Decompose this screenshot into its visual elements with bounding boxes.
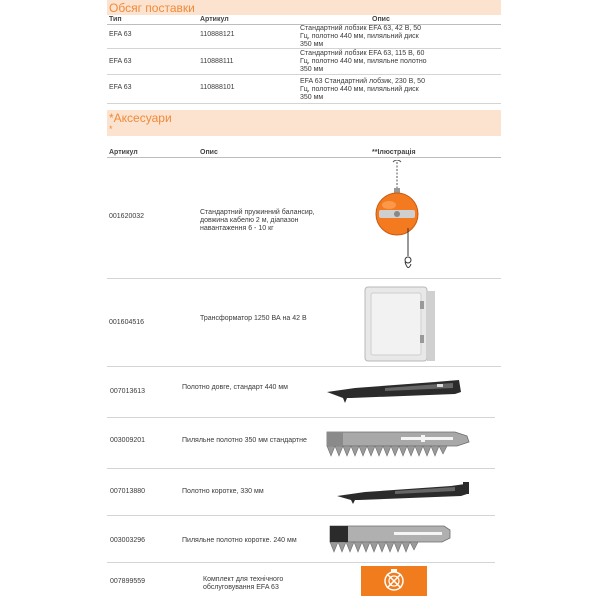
- accessory-description: Комплект для технічного обслуговування EFA 63: [203, 576, 284, 591]
- accessory-row-divider: [107, 562, 495, 563]
- accessory-row-divider: [107, 366, 501, 367]
- accessory-description: Пиляльне полотно 350 мм стандартне: [182, 437, 307, 444]
- delivery-type: EFA 63: [109, 31, 132, 38]
- delivery-article: 110888111: [200, 58, 234, 65]
- accessory-row-divider: [107, 468, 495, 469]
- accessory-description: Пиляльне полотно коротке. 240 мм: [182, 537, 297, 544]
- delivery-header-type: Тип: [109, 16, 122, 23]
- delivery-row-divider: [107, 48, 501, 49]
- delivery-description: Стандартний лобзик EFA 63, 115 В, 60 Гц, полотно 440 мм, пиляльне полотно 350 мм: [300, 50, 427, 73]
- delivery-description: EFA 63 Стандартний лобзик, 230 В, 50 Гц, полотно 440 мм, пиляльний диск 350 мм: [300, 78, 425, 101]
- accessory-row-divider: [107, 278, 501, 279]
- accessory-article: 007899559: [110, 578, 146, 585]
- long-blade-icon: [325, 376, 465, 406]
- accessory-article: 001620032: [109, 213, 145, 220]
- delivery-type: EFA 63: [109, 58, 132, 65]
- accessory-article: 003009201: [110, 437, 146, 444]
- accessories-title: *Аксесуари: [109, 111, 172, 125]
- accessory-article: 007013880: [110, 488, 146, 495]
- accessory-description: Полотно коротке, 330 мм: [182, 488, 264, 495]
- short-blade-icon: [335, 478, 475, 506]
- accessory-article: 007013613: [110, 388, 146, 395]
- delivery-article: 110888101: [200, 84, 235, 91]
- transformer-box-icon: [360, 281, 440, 363]
- accessory-description: Полотно довге, стандарт 440 мм: [182, 384, 288, 391]
- accessory-row-divider: [107, 417, 495, 418]
- accessory-article: 003003296: [110, 537, 146, 544]
- accessories-header-article: Артикул: [109, 149, 138, 156]
- accessories-title-mark: *: [109, 124, 113, 134]
- service-kit-icon: [361, 566, 427, 596]
- accessories-header-description: Опис: [200, 149, 218, 156]
- delivery-description: Стандартний лобзик EFA 63, 42 В, 50 Гц, полотно 440 мм, пиляльний диск 350 мм: [300, 25, 422, 48]
- accessory-article: 001604516: [109, 319, 145, 326]
- accessory-description: Стандартний пружинний балансир, довжина кабелю 2 м, діапазон навантаження 6 - 10 кг: [200, 209, 315, 232]
- delivery-header-article: Артикул: [200, 16, 229, 23]
- spring-balancer-icon: [365, 160, 425, 275]
- accessories-header-illustration: **Ілюстрація: [372, 149, 416, 156]
- accessory-description: Трансформатор 1250 ВА на 42 В: [200, 315, 307, 322]
- delivery-header-description: Опис: [372, 16, 390, 23]
- delivery-row-divider: [107, 74, 501, 75]
- delivery-row-divider: [107, 103, 501, 104]
- delivery-type: EFA 63: [109, 84, 132, 91]
- saw-blade-350-icon: [325, 426, 471, 460]
- delivery-article: 110888121: [200, 31, 235, 38]
- accessory-row-divider: [107, 515, 495, 516]
- delivery-title: Обсяг поставки: [109, 1, 195, 15]
- saw-blade-240-icon: [328, 520, 454, 558]
- accessories-header-divider: [107, 157, 501, 158]
